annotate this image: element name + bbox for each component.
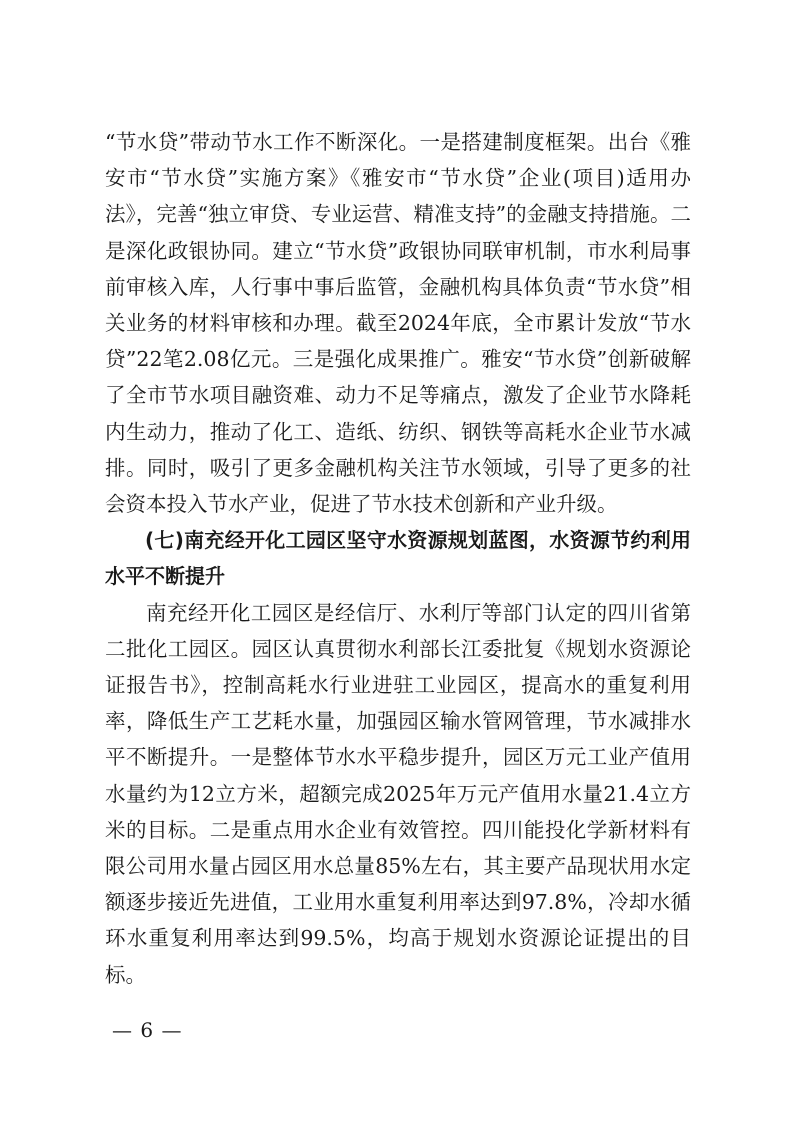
section-heading: (七)南充经开化工园区坚守水资源规划蓝图，水资源节约利用水平不断提升: [105, 528, 691, 589]
page-number: — 6 —: [112, 1018, 183, 1042]
document-body: [105, 124, 691, 993]
body-paragraph: 南充经开化工园区是经信厅、水利厅等部门认定的四川省第二批化工园区。园区认真贯彻水利部长江委批复《规划水资源论证报告书》，控制高耗水行业进驻工业园区，提高水的重复利用率，降低生产工艺耗水量，加强园区输水管网管理，节水减排水平不断提升。一是整体节水水平稳步提升，园区万元工业产值用水量约为12立方米，超额完成2025年万元产值用水量21.4立方米的目标。二是重点用水企业有效管控。四川能投化学新材料有限公司用水量占园区用水总量85%左右，其主要产品现状用水定额逐步接近先进值，工业用水重复利用率达到97.8%，冷却水循环水重复利用率达到99.5%，均高于规划水资源论证提出的目标。: [105, 600, 691, 987]
body-paragraph: “节水贷”带动节水工作不断深化。一是搭建制度框架。出台《雅安市“节水贷”实施方案》《雅安市“节水贷”企业(项目)适用办法》，完善“独立审贷、专业运营、精准支持”的金融支持措施。二是深化政银协同。建立“节水贷”政银协同联审机制，市水利局事前审核入库，人行事中事后监管，金融机构具体负责“节水贷”相关业务的材料审核和办理。截至2024年底，全市累计发放“节水贷”22笔2.08亿元。三是强化成果推广。雅安“节水贷”创新破解了全市节水项目融资难、动力不足等痛点，激发了企业节水降耗内生动力，推动了化工、造纸、纺织、钢铁等高耗水企业节水减排。同时，吸引了更多金融机构关注节水领域，引导了更多的社会资本投入节水产业，促进了节水技术创新和产业升级。: [105, 130, 691, 517]
